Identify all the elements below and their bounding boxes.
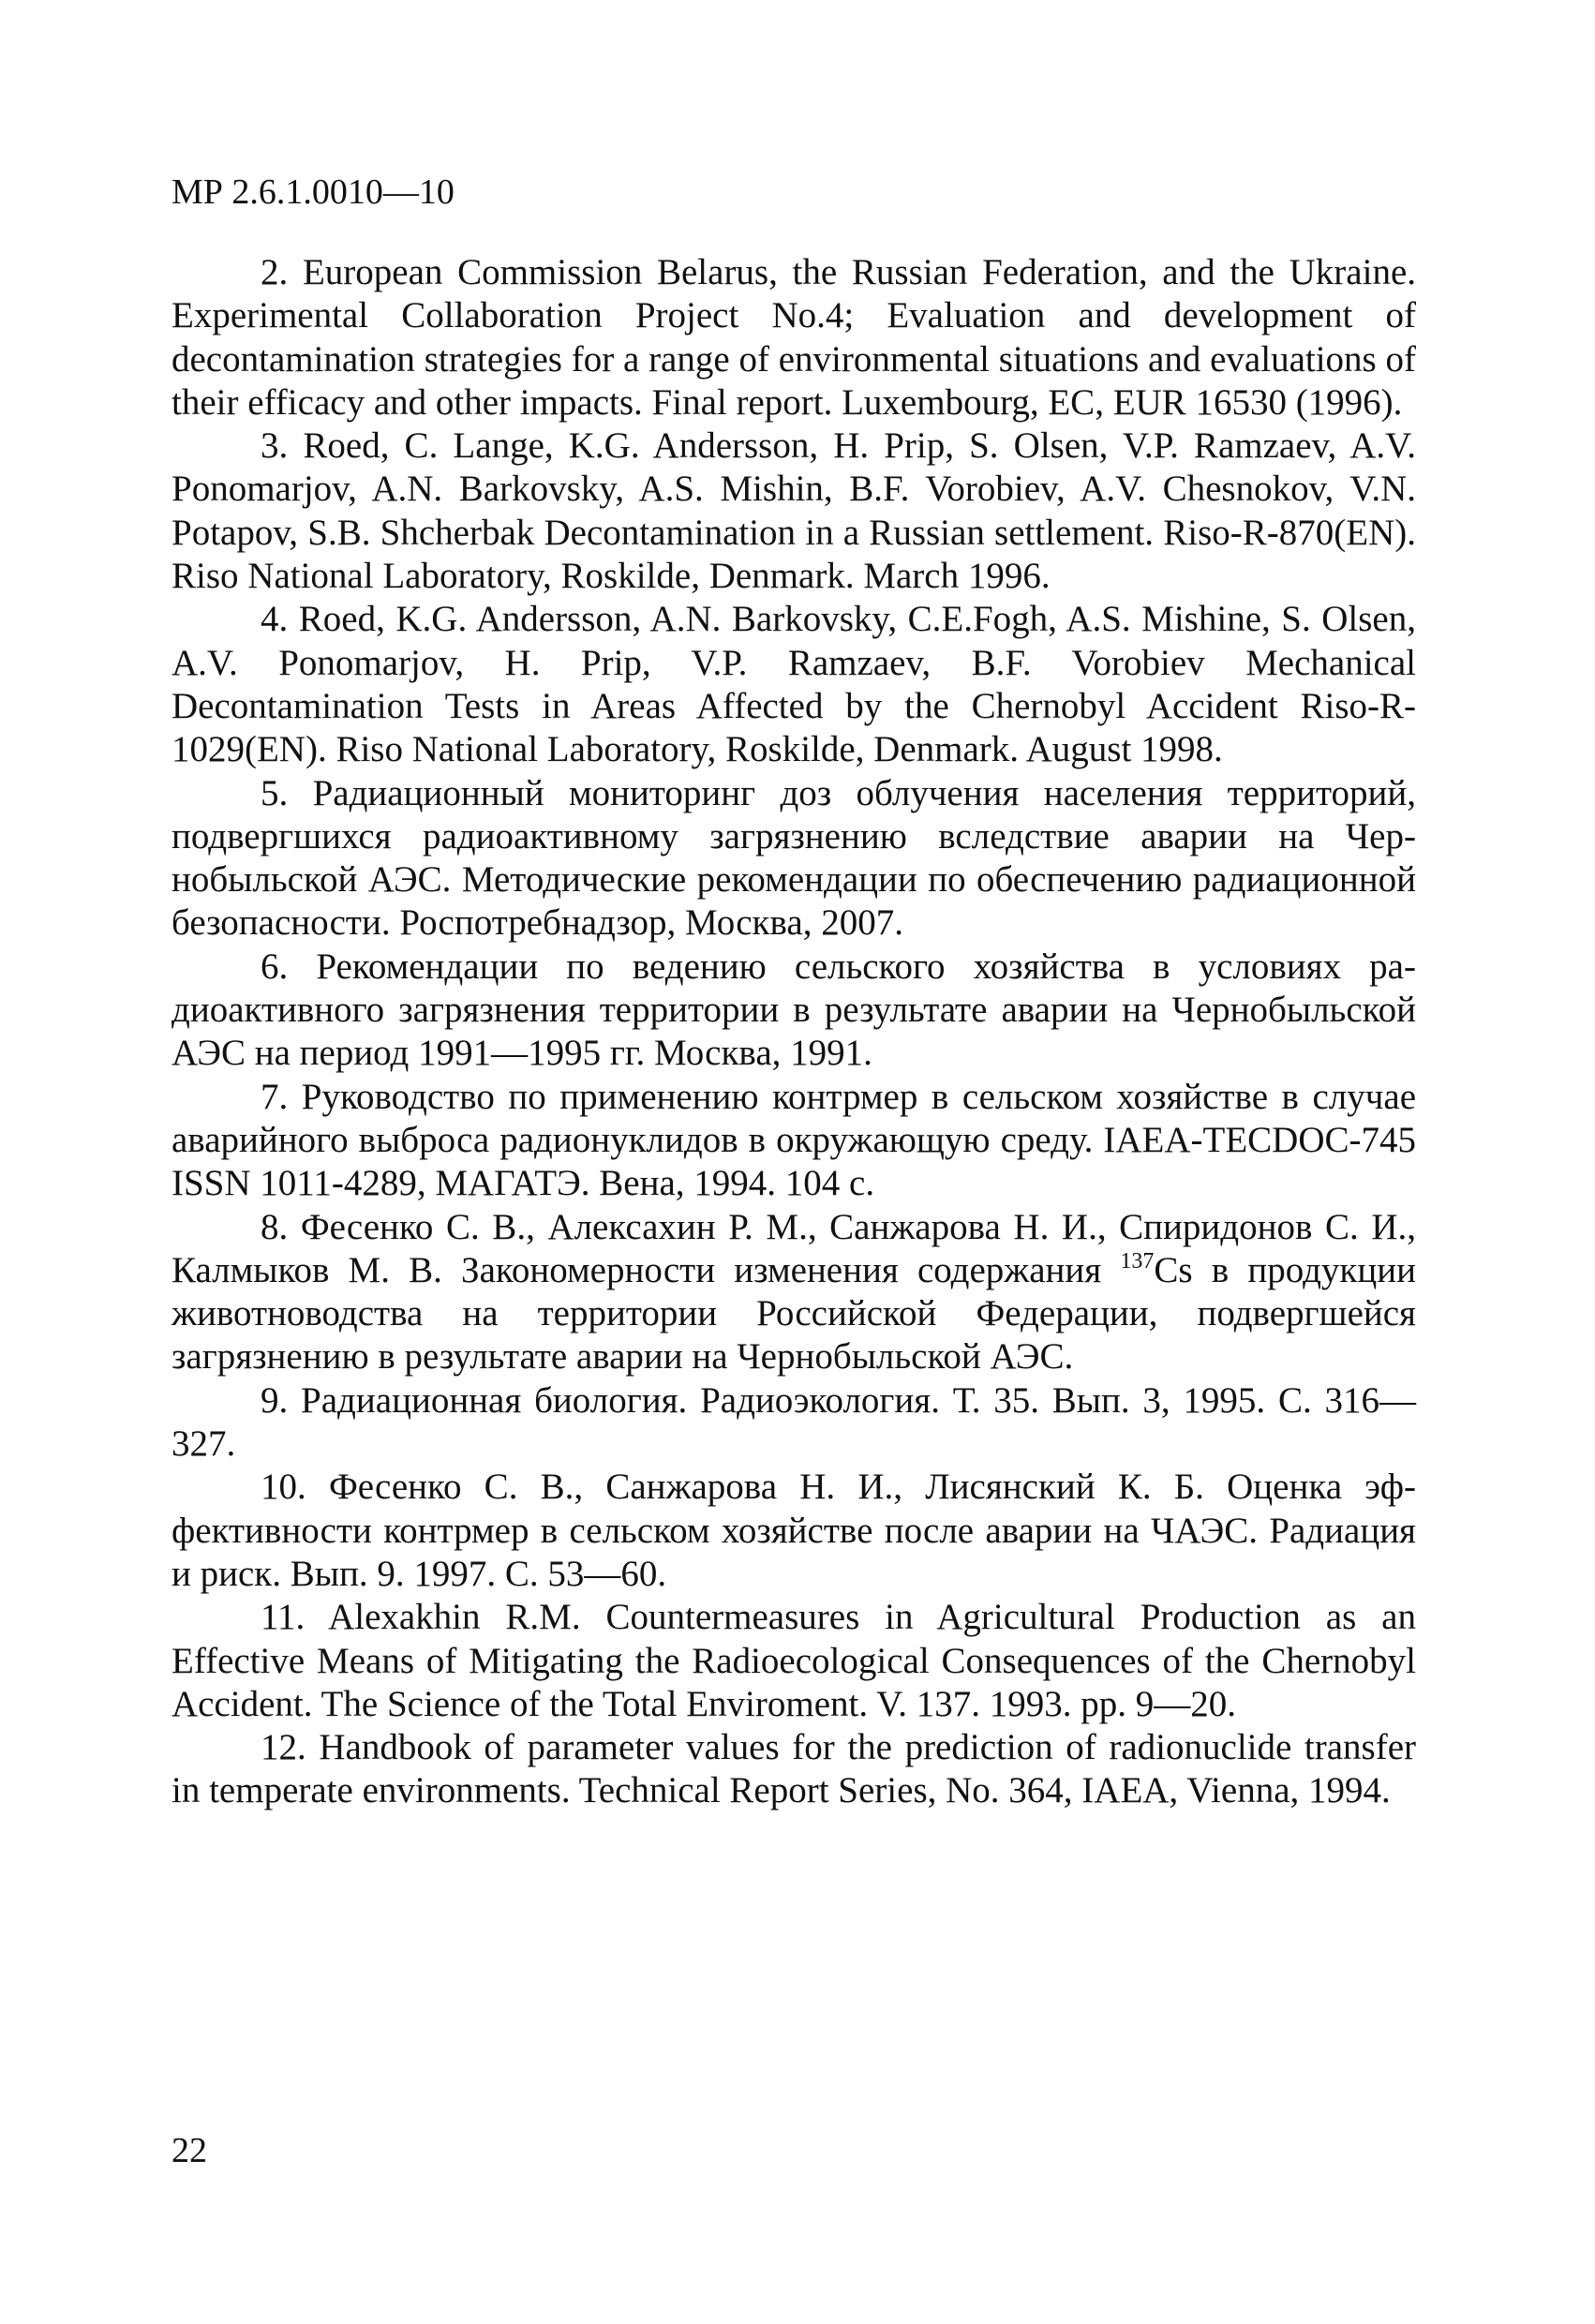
reference-text: Фесенко С. В., Санжарова Н. И., Лисянский К. Б. Оценка эффективности контрмер в сельском хозяйстве после аварии на ЧАЭС. Радиация и риск. Вып. 9. 1997. С. 53—60. xyxy=(171,1467,1416,1594)
reference-text: Alexakhin R.M. Countermeasures in Agricultural Production as an Effective Means of Mitigating the Radioecological Consequences of the Chernobyl Accident. The Science of the Total Enviroment. V. 137. 1993. pp. 9—20. xyxy=(171,1597,1416,1724)
reference-text-before-isotope: Фесенко С. В., Алексахин Р. М., Санжарова Н. И., Спиридонов С. И., Калмыков М. В. Закономерности изменения содержания xyxy=(171,1206,1417,1290)
reference-text: Рекомендации по ведению сельского хозяйства в условиях радиоактивного загрязнения территории в результате аварии на Чернобыльской АЭС на период 1991—1995 гг. Москва, 1991. xyxy=(171,946,1416,1074)
page-number: 22 xyxy=(171,2131,207,2170)
reference-item-3 xyxy=(171,425,1416,598)
reference-text: Roed, C. Lange, K.G. Andersson, H. Prip, S. Olsen, V.P. Ramzaev, A.V. Ponomarjov, A.N. Barkovsky, A.S. Mishin, B.F. Vorobiev, A.V. Chesnokov, V.N. Potapov, S.B. Shcherbak Decontamination in a Russian settlement. Riso-R-870(EN). Riso National Laboratory, Roskilde, Denmark. March 1996. xyxy=(171,425,1417,597)
reference-text: Roed, K.G. Andersson, A.N. Barkovsky, C.E.Fogh, A.S. Mishine, S. Olsen, A.V. Ponomarjov, H. Prip, V.P. Ramzaev, B.F. Vorobiev Mechanical Decontamination Tests in Areas Affected by the Chernobyl Accident Riso-R-1029(EN). Riso National Laboratory, Roskilde, Denmark. August 1998. xyxy=(171,599,1416,770)
reference-item-12 xyxy=(171,1726,1416,1813)
reference-number: 12. xyxy=(261,1727,306,1768)
reference-number: 9. xyxy=(261,1379,289,1421)
reference-text: Handbook of parameter values for the prediction of radionuclide transfer in temperate environments. Technical Report Series, No. 364, IAEA, Vienna, 1994. xyxy=(171,1727,1416,1811)
reference-item-6 xyxy=(171,946,1416,1076)
reference-text: European Commission Belarus, the Russian Federation, and the Ukraine. Experimental Collaboration Project No.4; Evaluation and development of decontamination strategies for a range of environmental situations and evaluations of their efficacy and other impacts. Final report. Luxembourg, EC, EUR 16530 (1996). xyxy=(171,252,1417,423)
reference-number: 8. xyxy=(261,1206,289,1247)
reference-number: 6. xyxy=(261,946,289,987)
reference-item-11 xyxy=(171,1596,1416,1726)
reference-text-after-isotope: Cs в продукции животноводства на территории Российской Федерации, подвергшейся загрязнению в результате аварии на Чернобыльской АЭС. xyxy=(171,1249,1416,1378)
reference-item-10 xyxy=(171,1466,1416,1596)
reference-item-9 xyxy=(171,1379,1416,1467)
reference-item-8 xyxy=(171,1206,1416,1379)
reference-text: Руководство по применению контрмер в сельском хозяйстве в случае аварийного выброса радионуклидов в окружающую среду. IAEA-TECDOC-745 ISSN 1011-4289, МАГАТЭ. Вена, 1994. 104 с. xyxy=(171,1076,1417,1204)
reference-text: Радиационная биология. Радиоэкология. Т. 35. Вып. 3, 1995. С. 316—327. xyxy=(171,1379,1416,1465)
reference-item-7 xyxy=(171,1076,1416,1206)
document-code: МР 2.6.1.0010—10 xyxy=(171,172,455,212)
reference-list xyxy=(171,251,1416,1813)
reference-number: 11. xyxy=(261,1597,306,1638)
reference-number: 10. xyxy=(261,1467,306,1508)
reference-number: 5. xyxy=(261,772,289,813)
reference-number: 2. xyxy=(261,252,289,292)
reference-text: Радиационный мониторинг доз облучения населения территорий, подвергшихся радиоактивному загрязнению вследствие аварии на Чернобыльской АЭС. Методические рекомендации по обеспечению радиационной безопасности. Роспотребнадзор, Москва, 2007. xyxy=(171,772,1417,944)
reference-item-4 xyxy=(171,598,1416,771)
reference-number: 4. xyxy=(261,599,289,640)
reference-number: 7. xyxy=(261,1076,289,1117)
reference-item-2 xyxy=(171,251,1416,425)
reference-item-5 xyxy=(171,772,1416,946)
reference-number: 3. xyxy=(261,425,289,467)
isotope-superscript: 137 xyxy=(1120,1248,1155,1274)
